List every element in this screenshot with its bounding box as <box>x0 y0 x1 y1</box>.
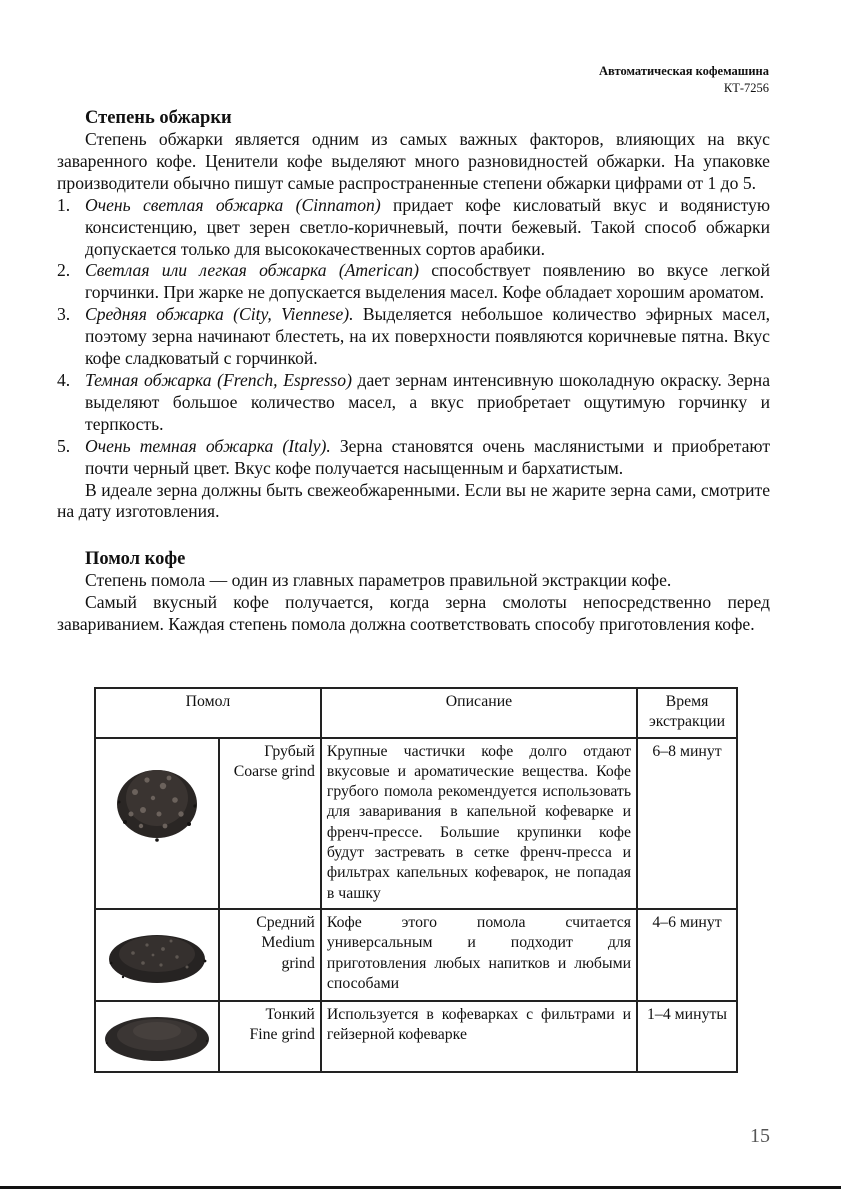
header-model: КТ-7256 <box>723 81 769 95</box>
grind-para-1: Степень помола — один из главных параметров правильной экстракции кофе. <box>85 570 672 591</box>
grind-description: Кофе этого помола считается универсальным и подходит для приготовления любых напитков и любыми способами <box>321 909 637 1001</box>
grind-para-2: Самый вкусный кофе получается, когда зерна смолоты непосредственно перед завариванием. Каждая степень помола должна соответствовать способу приготовления кофе. <box>57 592 770 635</box>
column-header-grind: Помол <box>95 688 321 738</box>
grind-image-cell <box>95 909 219 1001</box>
roast-heading: Степень обжарки <box>85 108 232 128</box>
bottom-rule <box>0 1186 841 1189</box>
grind-name-cell <box>219 738 321 909</box>
column-header-time: Время экстракции <box>637 688 737 738</box>
table-row <box>95 738 737 909</box>
roast-item-name: Светлая или легкая обжарка (American) <box>85 260 419 281</box>
roast-item-number: 1. <box>57 194 71 215</box>
fine-coffee-pile-icon <box>101 1005 213 1067</box>
extraction-time: 6–8 минут <box>637 738 737 909</box>
grind-table <box>94 687 738 1073</box>
grind-name-en: Fine grind <box>249 1026 315 1044</box>
roast-item-1 <box>57 195 770 261</box>
roast-list <box>57 195 770 480</box>
roast-item-name: Средняя обжарка (City, Viennese). <box>85 304 354 325</box>
extraction-time: 4–6 минут <box>637 909 737 1001</box>
roast-item-name: Очень светлая обжарка (Cinnamon) <box>85 194 381 215</box>
page-number: 15 <box>750 1125 770 1147</box>
header-title: Автоматическая кофемашина <box>599 64 769 78</box>
grind-image-cell <box>95 1001 219 1072</box>
grind-heading: Помол кофе <box>85 549 186 570</box>
medium-coffee-pile-icon <box>103 913 211 991</box>
grind-description: Используется в кофеварках с фильтрами и гейзерной кофеварке <box>321 1001 637 1072</box>
roast-item-number: 3. <box>57 304 71 325</box>
grind-name-ru: Грубый <box>264 742 315 760</box>
column-header-description: Описание <box>321 688 637 738</box>
grind-name-ru: Тонкий <box>265 1005 315 1023</box>
roast-item-number: 5. <box>57 435 71 456</box>
roast-item-name: Темная обжарка (French, Espresso) <box>85 369 352 390</box>
roast-item-number: 2. <box>57 260 71 281</box>
grind-name-en: Medium grind <box>261 934 315 972</box>
section-gap <box>57 523 770 544</box>
roast-item-5 <box>57 436 770 480</box>
roast-item-2 <box>57 260 770 304</box>
page-content <box>57 107 770 636</box>
roast-item-text: способствует появлению во вкусе легкой горчинки. При жарке не допускается выделения масел. Кофе обладает хорошим ароматом. <box>85 260 770 303</box>
roast-item-text: придает кофе кисловатый вкус и водянистую консистенцию, цвет зерен светло-коричневый, почти бежевый. Такой способ обжарки допускается только для высококачественных сортов арабики. <box>85 194 770 259</box>
table-header-row <box>95 688 737 738</box>
grind-name-ru: Средний <box>256 913 315 931</box>
roast-item-text: дает зернам интенсивную шоколадную окраску. Зерна выделяют большое количество масел, а вкус приобретает ощутимую горчинку и терпкость. <box>85 369 770 434</box>
grind-description: Крупные частички кофе долго отдают вкусовые и ароматические вещества. Кофе грубого помола рекомендуется использовать для заваривания в капельной кофеварке и френч-прессе. Большие крупинки кофе будут застревать в сетке френч-пресса и фильтрах капельных кофеварок, не попадая в чашку <box>321 738 637 909</box>
grind-image-cell <box>95 738 219 909</box>
grind-name-en: Coarse grind <box>233 762 315 780</box>
roast-item-name: Очень темная обжарка (Italy). <box>85 435 331 456</box>
roast-intro: Степень обжарки является одним из самых важных факторов, влияющих на вкус заваренного кофе. Ценители кофе выделяют много разновидностей обжарки. На упаковке производители обычно пишут самые распространенные степени обжарки цифрами от 1 до 5. <box>57 129 770 193</box>
roast-item-4 <box>57 370 770 436</box>
roast-item-3 <box>57 304 770 370</box>
roast-outro: В идеале зерна должны быть свежеобжаренными. Если вы не жарите зерна сами, смотрите на дату изготовления. <box>57 479 770 522</box>
running-header <box>599 63 769 97</box>
roast-item-text: Зерна становятся очень маслянистыми и приобретают почти черный цвет. Вкус кофе получается насыщенным и бархатистым. <box>85 435 771 478</box>
table-row <box>95 1001 737 1072</box>
coarse-coffee-pile-icon <box>107 742 207 852</box>
grind-name-cell <box>219 1001 321 1072</box>
roast-item-number: 4. <box>57 369 71 390</box>
table-row <box>95 909 737 1001</box>
roast-item-text: Выделяется небольшое количество эфирных масел, поэтому зерна начинают блестеть, на их поверхности появляются коричневые пятна. Вкус кофе сладковатый с горчинкой. <box>85 304 771 369</box>
grind-name-cell <box>219 909 321 1001</box>
extraction-time: 1–4 минуты <box>637 1001 737 1072</box>
